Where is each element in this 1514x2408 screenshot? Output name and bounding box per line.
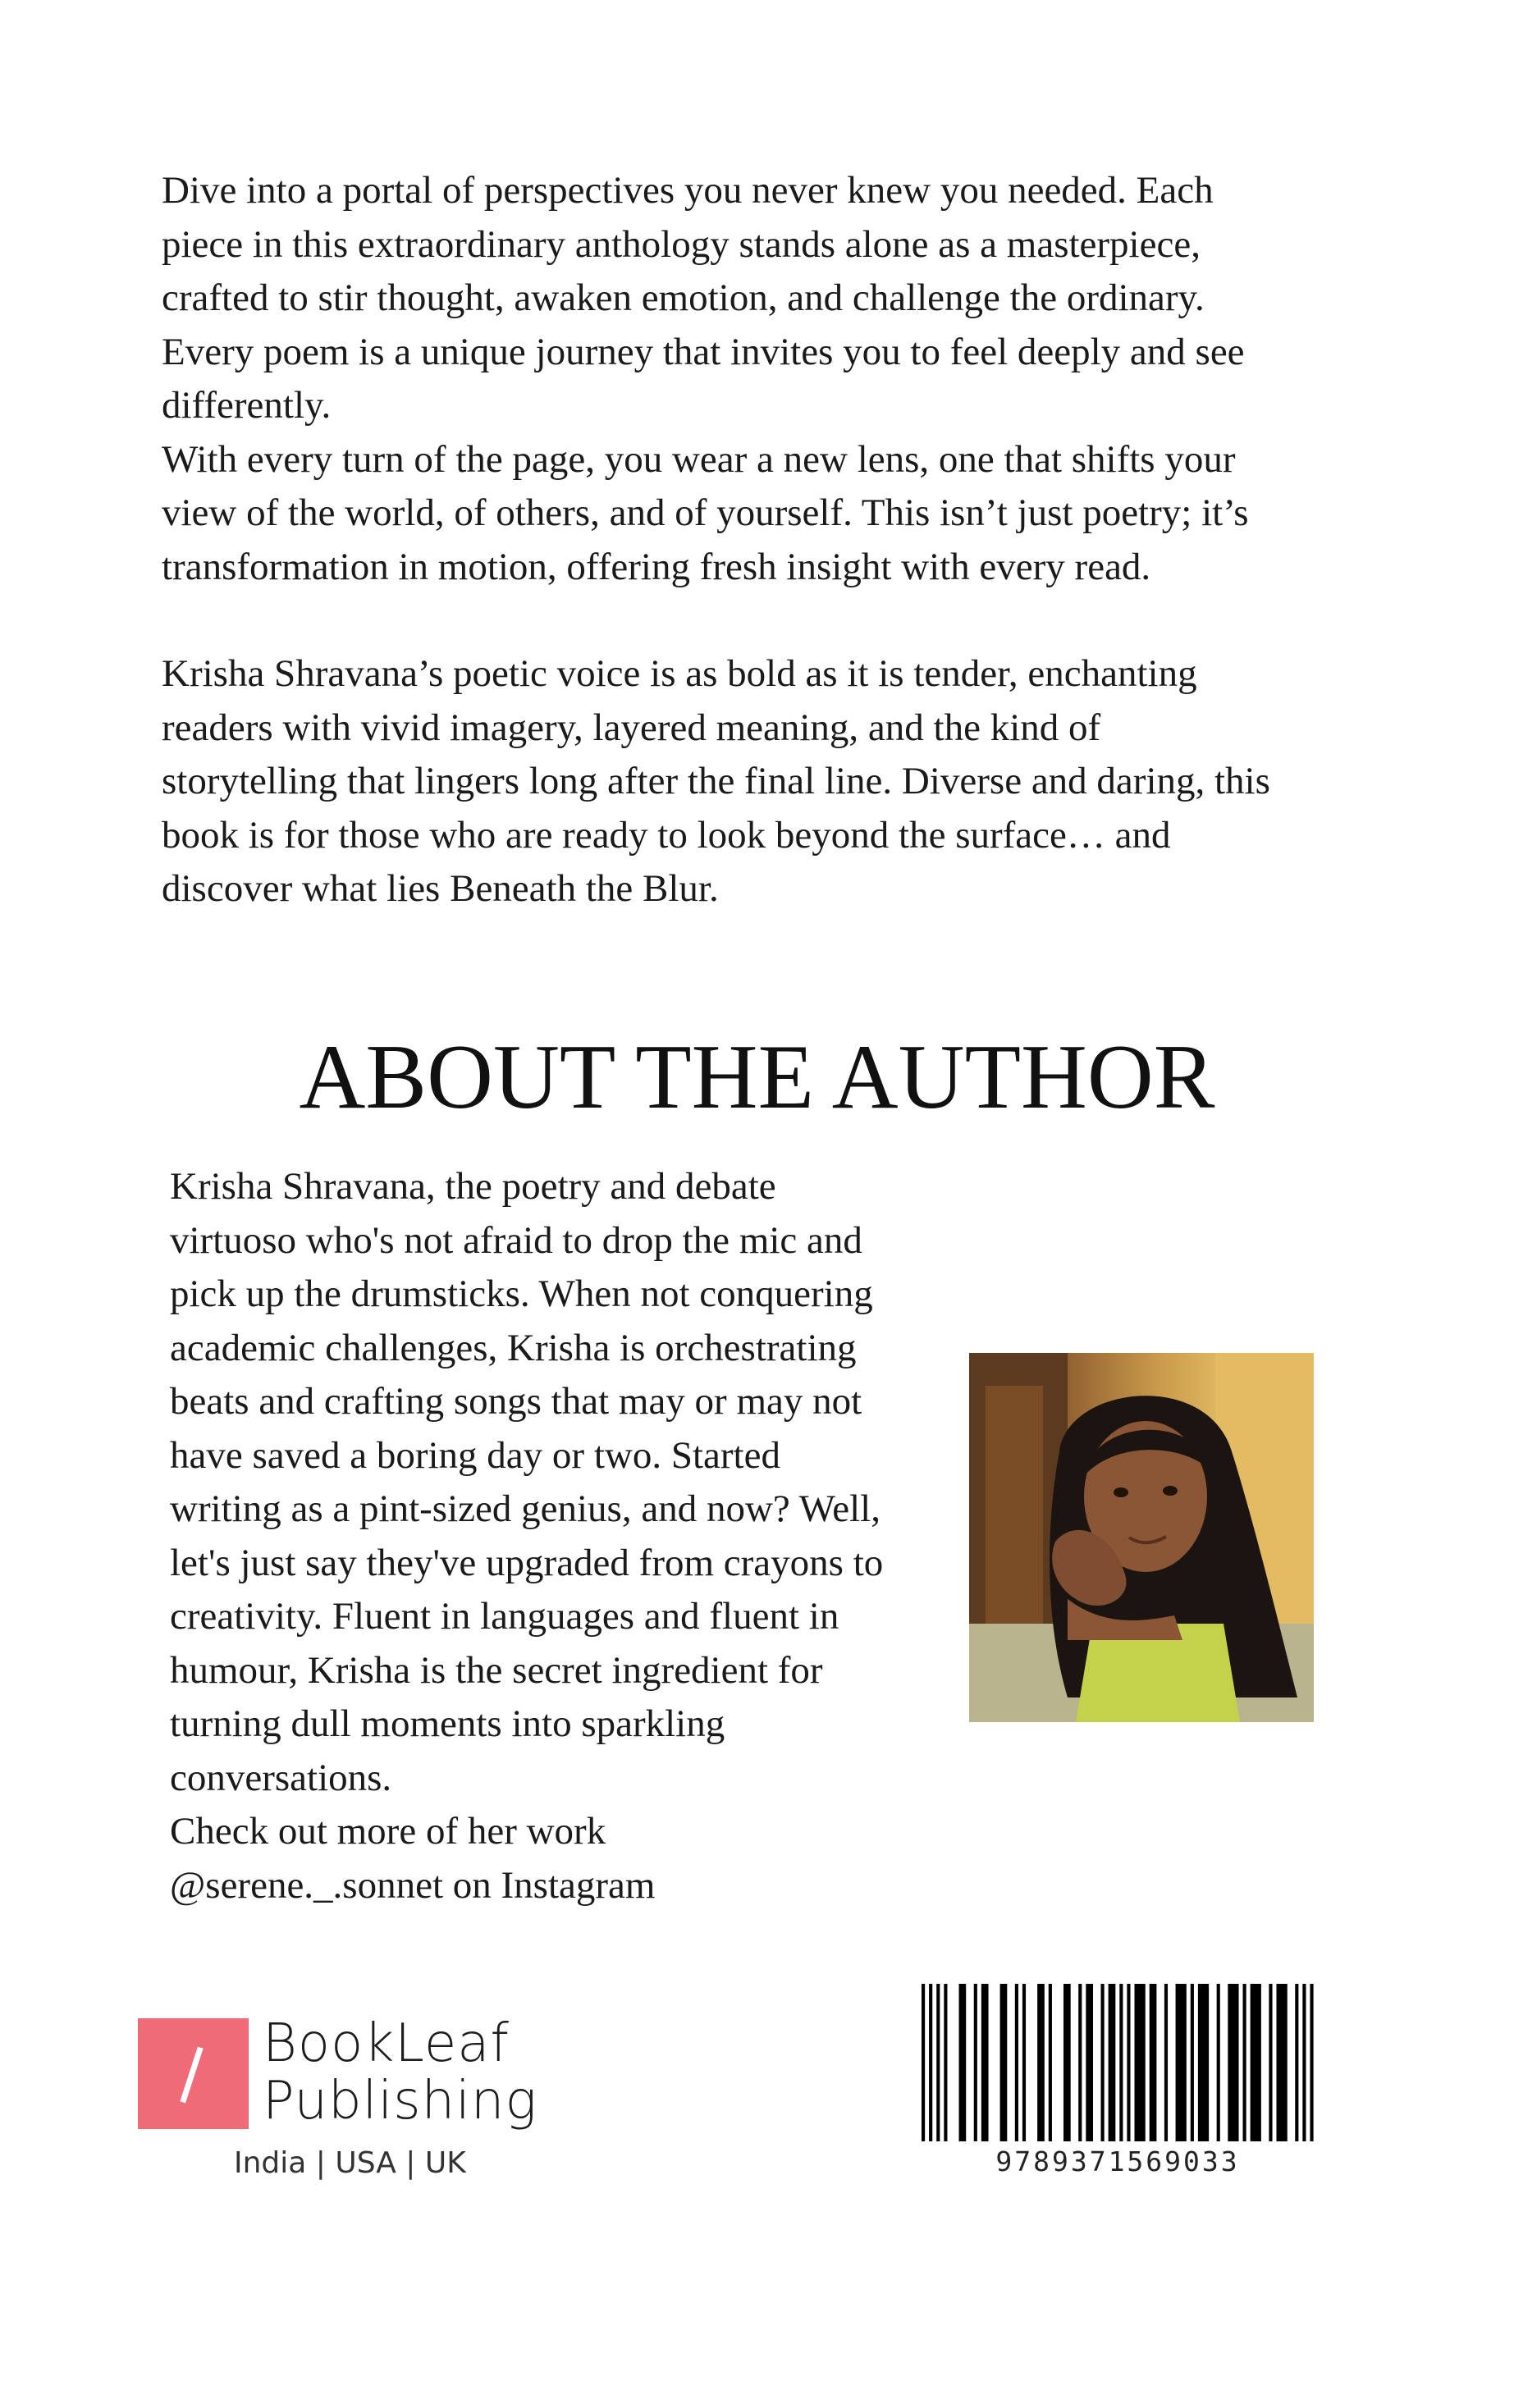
barcode-bar — [929, 1984, 932, 2141]
barcode-bar — [1037, 1984, 1045, 2141]
author-photo — [969, 1353, 1314, 1722]
barcode-bar — [1176, 1984, 1187, 2141]
barcode-bar — [1302, 1984, 1306, 2141]
barcode-bar — [981, 1984, 989, 2141]
publisher-name-line-2: Publishing — [263, 2071, 537, 2132]
barcode-bar — [1150, 1984, 1157, 2141]
barcode-bar — [1243, 1984, 1246, 2141]
author-portrait-illustration — [969, 1353, 1314, 1722]
author-bio — [170, 1160, 892, 1912]
barcode-bar — [936, 1984, 940, 2141]
barcode-bar — [1198, 1984, 1209, 2141]
barcode-bar — [974, 1984, 977, 2141]
barcode-bar — [922, 1984, 925, 2141]
author-instagram-handle: @serene._.sonnet on Instagram — [170, 1863, 656, 1907]
publisher-logo — [138, 2014, 548, 2137]
about-author-heading: ABOUT THE AUTHOR — [299, 1026, 1215, 1128]
barcode-bar — [1000, 1984, 1008, 2141]
publisher-locations: India | USA | UK — [234, 2146, 466, 2180]
barcode-bar — [1134, 1984, 1145, 2141]
barcode-bar — [1217, 1984, 1220, 2141]
isbn-number: 9789371569033 — [995, 2145, 1240, 2177]
barcode-bar — [1310, 1984, 1313, 2141]
isbn-barcode — [922, 1984, 1314, 2141]
barcode-bar — [1101, 1984, 1105, 2141]
back-cover-blurb — [162, 164, 1278, 916]
barcode-bar — [1127, 1984, 1130, 2141]
author-cta-line-1: Check out more of her work — [170, 1810, 606, 1853]
barcode-bar — [1063, 1984, 1071, 2141]
barcode-bar — [1049, 1984, 1052, 2141]
publisher-name-line-1: BookLeaf — [263, 2013, 510, 2074]
barcode-bar — [1022, 1984, 1026, 2141]
barcode-bar — [1251, 1984, 1261, 2141]
barcode-bar — [959, 1984, 967, 2141]
barcode-bar — [1086, 1984, 1093, 2141]
logo-slash-mark — [180, 2047, 203, 2104]
blurb-paragraph-1: Dive into a portal of perspectives you never knew you needed. Each piece in this extraordinary anthology stands alone as a masterpiece, crafted to stir thought, awaken emotion, and challenge the ordinary. Every poem is a unique journey that invites you to feel deeply and see differently. — [162, 169, 1245, 427]
barcode-bar — [1228, 1984, 1238, 2141]
author-bio-text: Krisha Shravana, the poetry and debate virtuoso who's not afraid to drop the mic and pick up the drumsticks. When not conquering academic challenges, Krisha is orchestrating beats and crafting songs that may or may not have saved a boring day or two. Started writing as a pint-sized genius, and now? Well, let's just say they've upgraded from crayons to creativity. Fluent in languages and fluent in humour, Krisha is the secret ingredient for turning dull moments into sparkling conversations. — [170, 1165, 884, 1799]
barcode-bars — [922, 1984, 1314, 2141]
paragraph-spacer — [162, 594, 1278, 647]
barcode-bar — [1191, 1984, 1194, 2141]
barcode-bar — [1276, 1984, 1287, 2141]
bookleaf-logo-icon — [138, 2018, 249, 2129]
barcode-bar — [1015, 1984, 1018, 2141]
barcode-bar — [1078, 1984, 1082, 2141]
blurb-paragraph-2: With every turn of the page, you wear a new lens, one that shifts your view of the world, of others, and of yourself. This isn’t just poetry; it’s transformation in motion, offering fresh insight with every read. — [162, 437, 1249, 588]
barcode-bar — [1119, 1984, 1123, 2141]
barcode-bar — [1164, 1984, 1168, 2141]
barcode-bar — [1269, 1984, 1272, 2141]
blurb-paragraph-3: Krisha Shravana’s poetic voice is as bold as it is tender, enchanting readers with vivid imagery, layered meaning, and the kind of storytelling that lingers long after the final line. Diverse and daring, this book is for those who are ready to look beyond the surface… and discover what lies Beneath the Blur. — [162, 652, 1270, 910]
barcode-bar — [944, 1984, 947, 2141]
barcode-bar — [1109, 1984, 1116, 2141]
barcode-bar — [1295, 1984, 1298, 2141]
